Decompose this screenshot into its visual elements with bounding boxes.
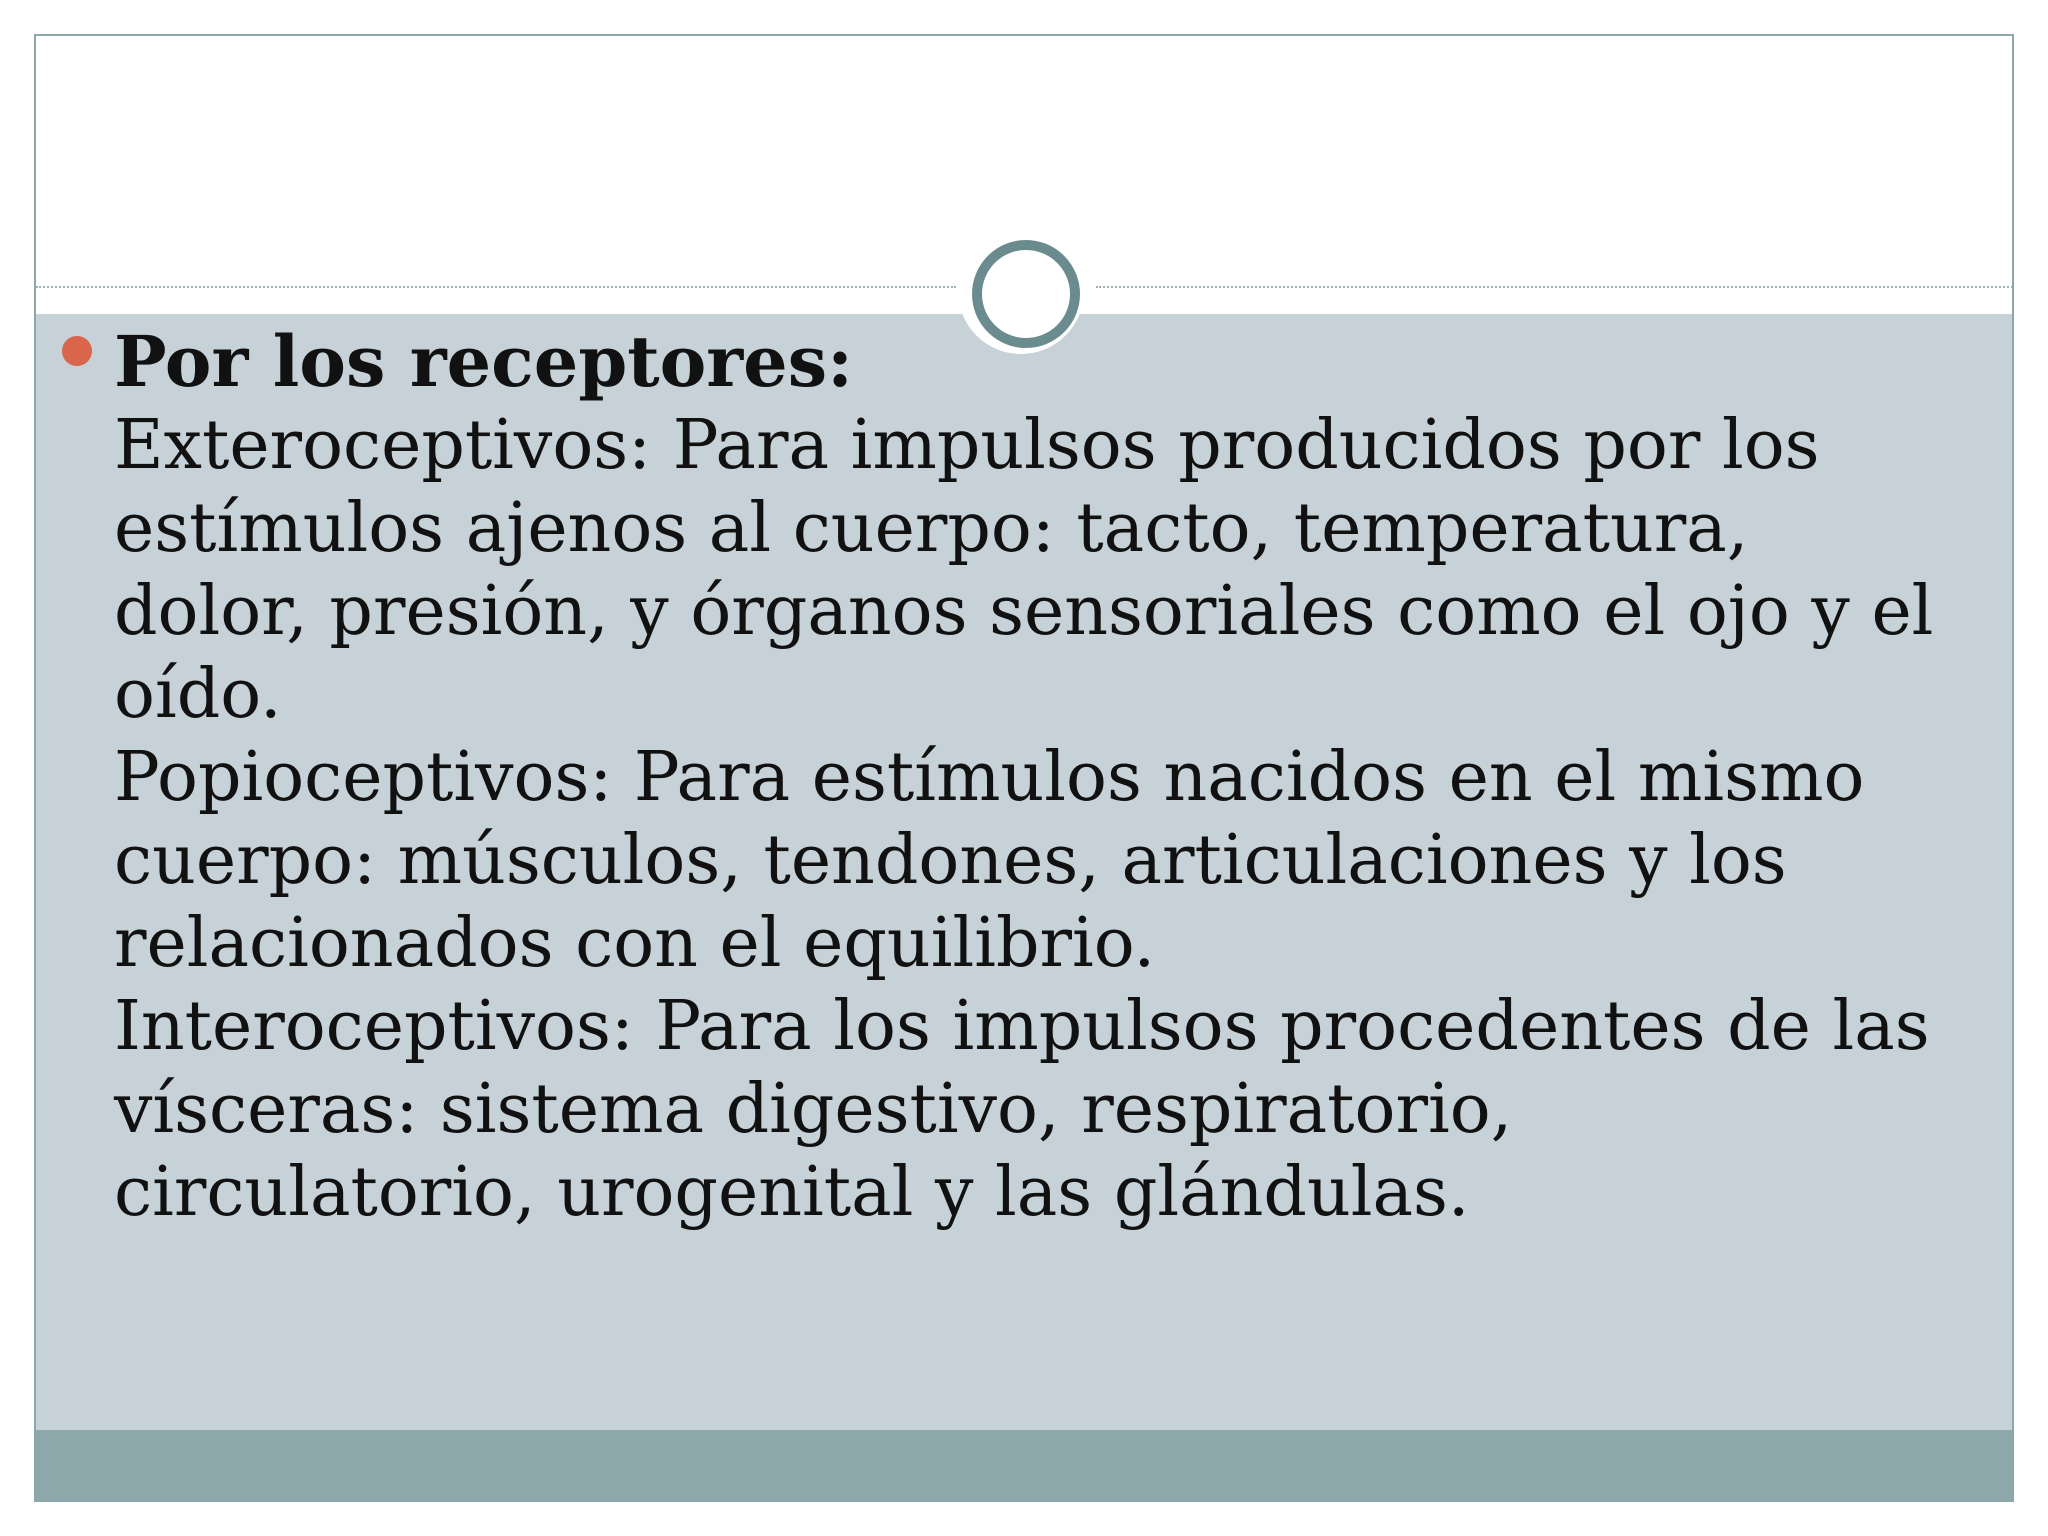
divider-right	[1096, 286, 2014, 288]
bullet-heading: Por los receptores:	[114, 320, 853, 403]
divider-left	[36, 286, 956, 288]
paragraph-exteroceptivos: Exteroceptivos: Para impulsos producidos por los estímulos ajenos al cuerpo: tacto, temperatura, dolor, presión, y órganos sensoriales como el ojo y el oído.	[114, 406, 1934, 734]
bullet-dot-icon	[62, 336, 92, 366]
footer-band	[36, 1430, 2012, 1502]
paragraph-popioceptivos: Popioceptivos: Para estímulos nacidos en el mismo cuerpo: músculos, tendones, articulaciones y los relacionados con el equilibrio.	[114, 738, 1865, 983]
bullet-content	[114, 320, 1954, 1234]
paragraph-interoceptivos: Interoceptivos: Para los impulsos procedentes de las vísceras: sistema digestivo, respiratorio, circulatorio, urogenital y las glándulas.	[114, 987, 1930, 1232]
